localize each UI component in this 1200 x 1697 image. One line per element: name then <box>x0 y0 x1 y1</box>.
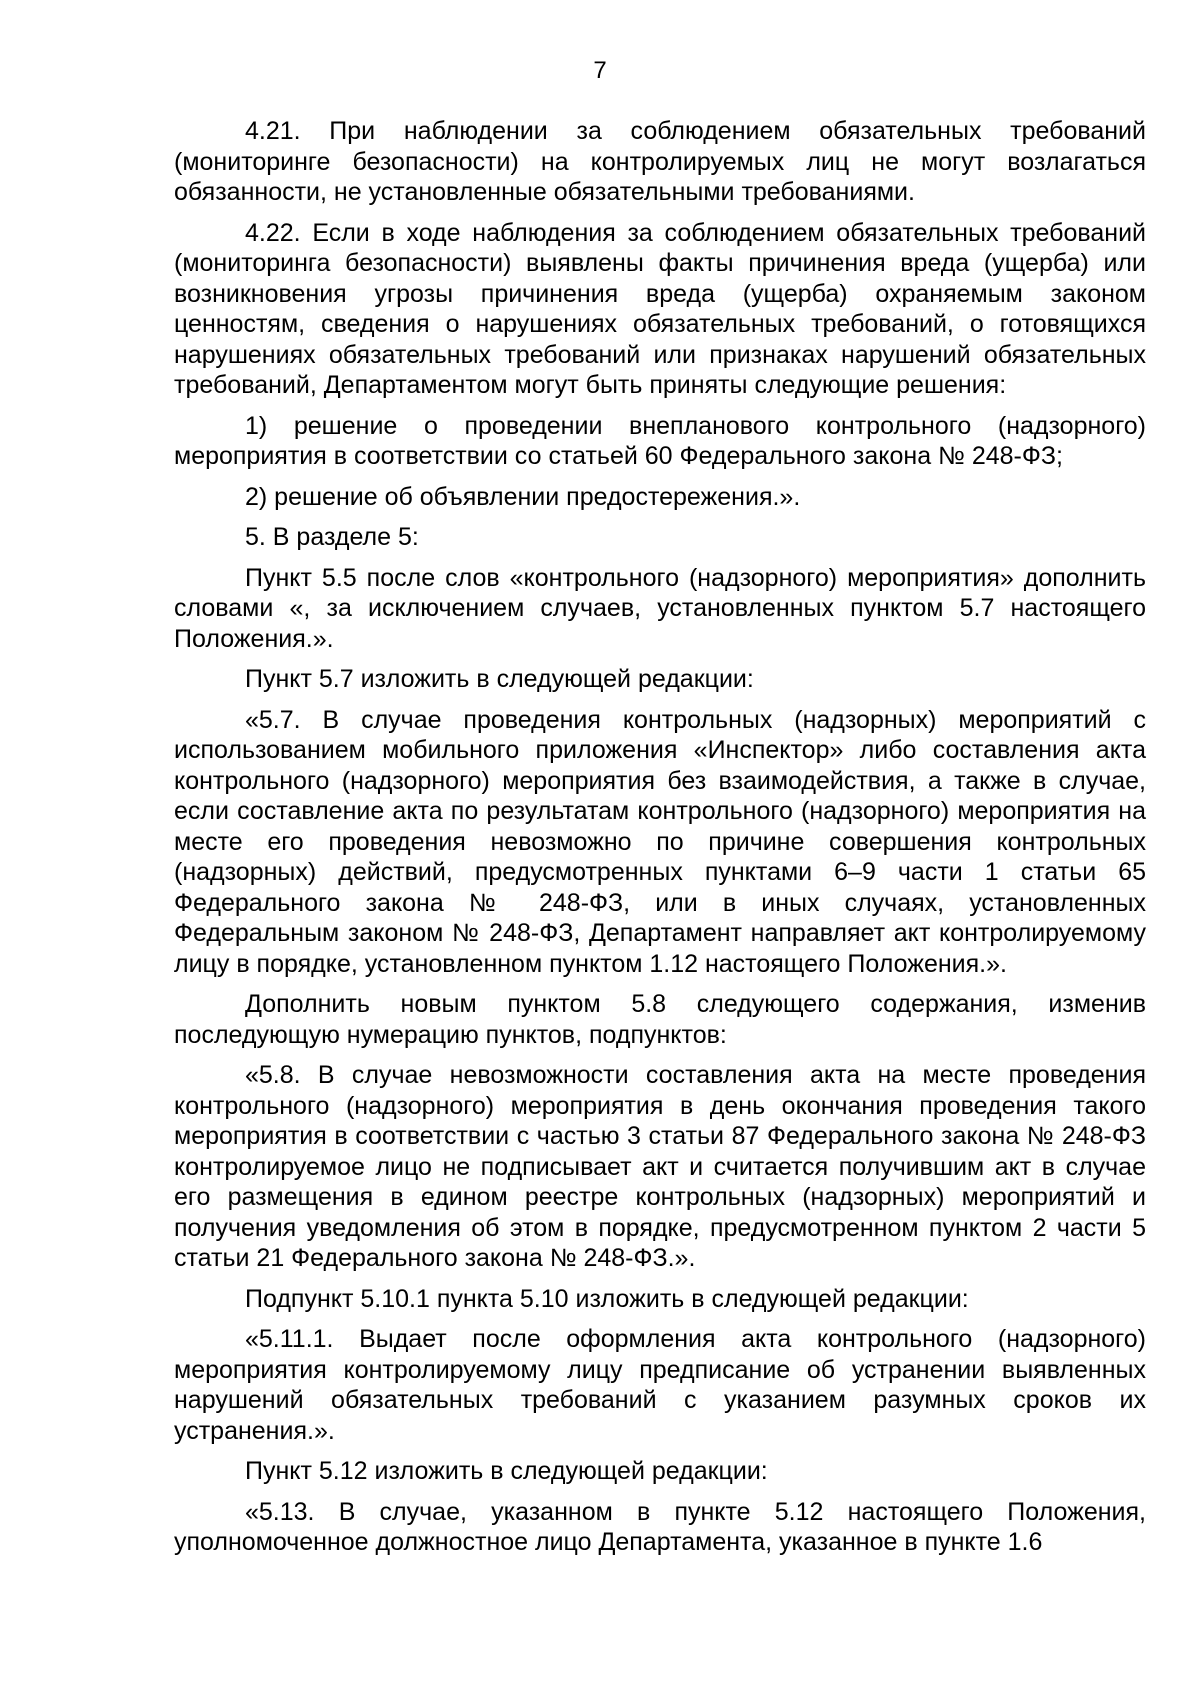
paragraph-decision-2: 2) решение об объявлении предостережения.». <box>245 482 801 511</box>
paragraph-4-21: 4.21. При наблюдении за соблюдением обязательных требований (мониторинге безопасности) на контролируемых лиц не могут возлагаться обязанности, не установленные обязательными требованиями. <box>174 117 1146 206</box>
paragraph-4-22: 4.22. Если в ходе наблюдения за соблюдением обязательных требований (мониторинга безопасности) выявлены факты причинения вреда (ущерба) или возникновения угрозы причинения вреда (ущерба) охраняемым законом ценностям, сведения о нарушениях обязательных требований, о готовящихся нарушениях обязательных требований или признаках нарушений обязательных требований, Департаментом могут быть приняты следующие решения: <box>174 218 1146 399</box>
paragraph-point-5-7: «5.7. В случае проведения контрольных (надзорных) мероприятий с использованием мобильного приложения «Инспектор» либо составления акта контрольного (надзорного) мероприятия без взаимодействия, а также в случае, если составление акта по результатам контрольного (надзорного) мероприятия на месте его проведения невозможно по причине совершения контрольных (надзорных) действий, предусмотренных пунктами 6–9 части 1 статьи 65 Федерального закона № 248-ФЗ, или в иных случаях, установленных Федеральным законом № 248-ФЗ, Департамент направляет акт контролируемому лицу в порядке, установленном пунктом 1.12 настоящего Положения.». <box>174 705 1146 978</box>
paragraph-point-5-13: «5.13. В случае, указанном в пункте 5.12 настоящего Положения, уполномоченное должностное лицо Департамента, указанное в пункте 1.6 <box>174 1497 1146 1556</box>
paragraph-subpoint-5-11-1: «5.11.1. Выдает после оформления акта контрольного (надзорного) мероприятия контролируемому лицу предписание об устранении выявленных нарушений обязательных требований с указанием разумных сроков их устранения.». <box>174 1325 1146 1445</box>
paragraph-point-5-8: «5.8. В случае невозможности составления акта на месте проведения контрольного (надзорного) мероприятия в день окончания проведения такого мероприятия в соответствии с частью 3 статьи 87 Федерального закона № 248-ФЗ контролируемое лицо не подписывает акт и считается получившим акт в случае его размещения в едином реестре контрольных (надзорных) мероприятий и получения уведомления об этом в порядке, предусмотренном пунктом 2 части 5 статьи 21 Федерального закона № 248-ФЗ.». <box>174 1061 1146 1272</box>
paragraph-point-5-5: Пункт 5.5 после слов «контрольного (надзорного) мероприятия» дополнить словами «, за исключением случаев, установленных пунктом 5.7 настоящего Положения.». <box>174 563 1146 653</box>
paragraph-add-5-8-intro: Дополнить новым пунктом 5.8 следующего содержания, изменив последующую нумерацию пунктов, подпунктов: <box>174 990 1146 1049</box>
paragraph-point-5-7-intro: Пункт 5.7 изложить в следующей редакции: <box>245 665 754 693</box>
document-body <box>174 116 1146 1568</box>
paragraph-point-5-12-intro: Пункт 5.12 изложить в следующей редакции: <box>245 1457 768 1485</box>
paragraph-subpoint-5-10-1-intro: Подпункт 5.10.1 пункта 5.10 изложить в следующей редакции: <box>245 1284 969 1313</box>
page-number: 7 <box>593 57 607 84</box>
paragraph-section-5: 5. В разделе 5: <box>245 523 419 551</box>
paragraph-decision-1: 1) решение о проведении внепланового контрольного (надзорного) мероприятия в соответствии со статьей 60 Федерального закона № 248-ФЗ; <box>174 411 1146 470</box>
